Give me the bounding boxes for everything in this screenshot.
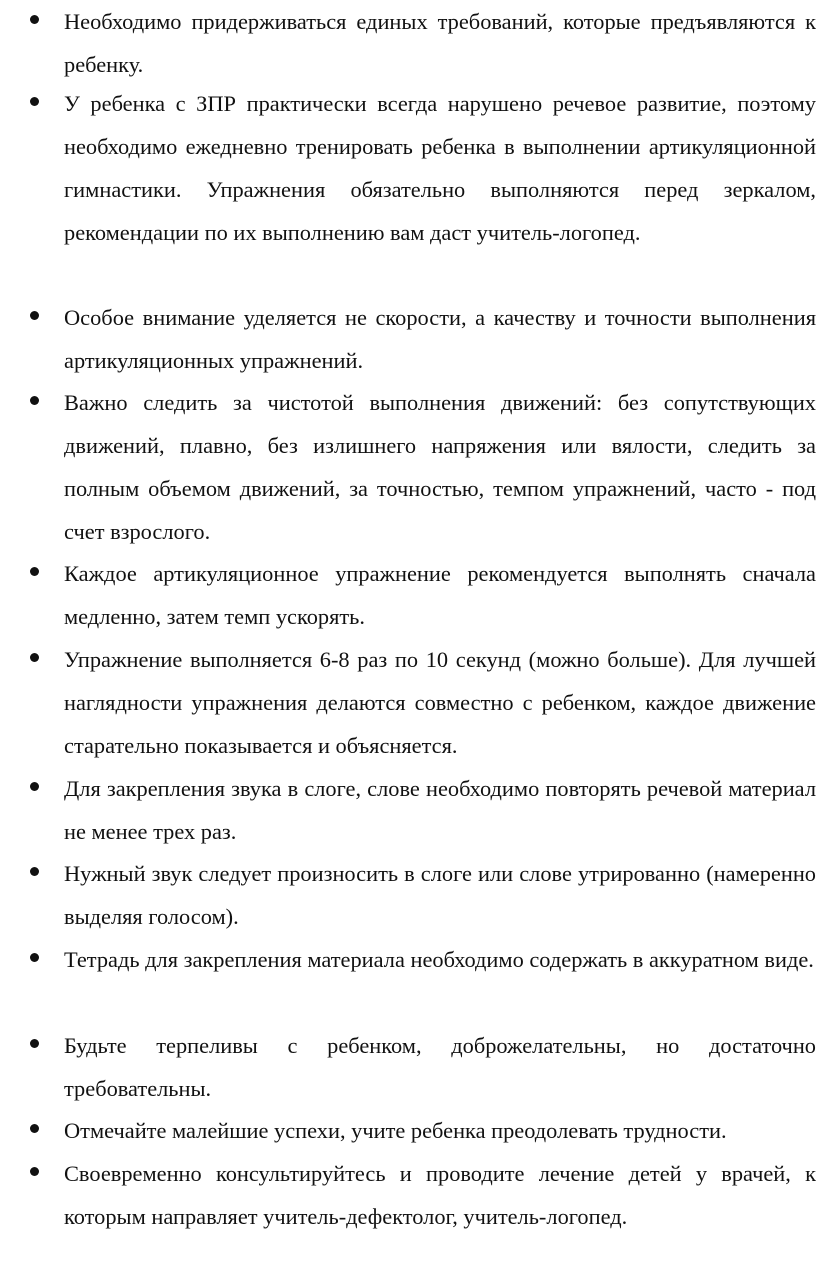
- list-item-text: Необходимо придерживаться единых требований, которые предъявляются к ребенку.: [64, 9, 816, 77]
- bullet-icon: [30, 1124, 39, 1133]
- bullet-icon: [30, 782, 39, 791]
- list-item-text: Особое внимание уделяется не скорости, а качеству и точности выполнения артикуляционных упражнений.: [64, 305, 816, 373]
- list-item-text: Тетрадь для закрепления материала необходимо содержать в аккуратном виде.: [64, 947, 814, 972]
- bullet-icon: [30, 15, 39, 24]
- list-item-text: Важно следить за чистотой выполнения движений: без сопутствующих движений, плавно, без излишнего напряжения или вялости, следить за полным объемом движений, за точностью, темпом упражнений, часто - под счет взрослого.: [64, 390, 816, 544]
- bullet-icon: [30, 311, 39, 320]
- bullet-icon: [30, 396, 39, 405]
- list-item-text: У ребенка с ЗПР практически всегда нарушено речевое развитие, поэтому необходимо ежедневно тренировать ребенка в выполнении артикуляционной гимнастики. Упражнения обязательно выполняются перед зеркалом, рекомендации по их выполнению вам даст учитель-логопед.: [64, 91, 816, 245]
- bullet-icon: [30, 567, 39, 576]
- bullet-icon: [30, 653, 39, 662]
- list-item-text: Отмечайте малейшие успехи, учите ребенка преодолевать трудности.: [64, 1118, 727, 1143]
- list-item-text: Своевременно консультируйтесь и проводите лечение детей у врачей, к которым направляет учитель-дефектолог, учитель-логопед.: [64, 1161, 816, 1229]
- list-item-text: Нужный звук следует произносить в слоге или слове утрированно (намеренно выделяя голосом).: [64, 861, 816, 929]
- bullet-icon: [30, 1039, 39, 1048]
- list-item-text: Упражнение выполняется 6-8 раз по 10 секунд (можно больше). Для лучшей наглядности упражнения делаются совместно с ребенком, каждое движение старательно показывается и объясняется.: [64, 647, 816, 758]
- list-item-text: Каждое артикуляционное упражнение рекомендуется выполнять сначала медленно, затем темп ускорять.: [64, 561, 816, 629]
- bullet-icon: [30, 1167, 39, 1176]
- bullet-icon: [30, 953, 39, 962]
- bullet-icon: [30, 97, 39, 106]
- list-item-text: Будьте терпеливы с ребенком, доброжелательны, но достаточно требовательны.: [64, 1033, 816, 1101]
- bullet-icon: [30, 867, 39, 876]
- list-item-text: Для закрепления звука в слоге, слове необходимо повторять речевой материал не менее трех раз.: [64, 776, 816, 844]
